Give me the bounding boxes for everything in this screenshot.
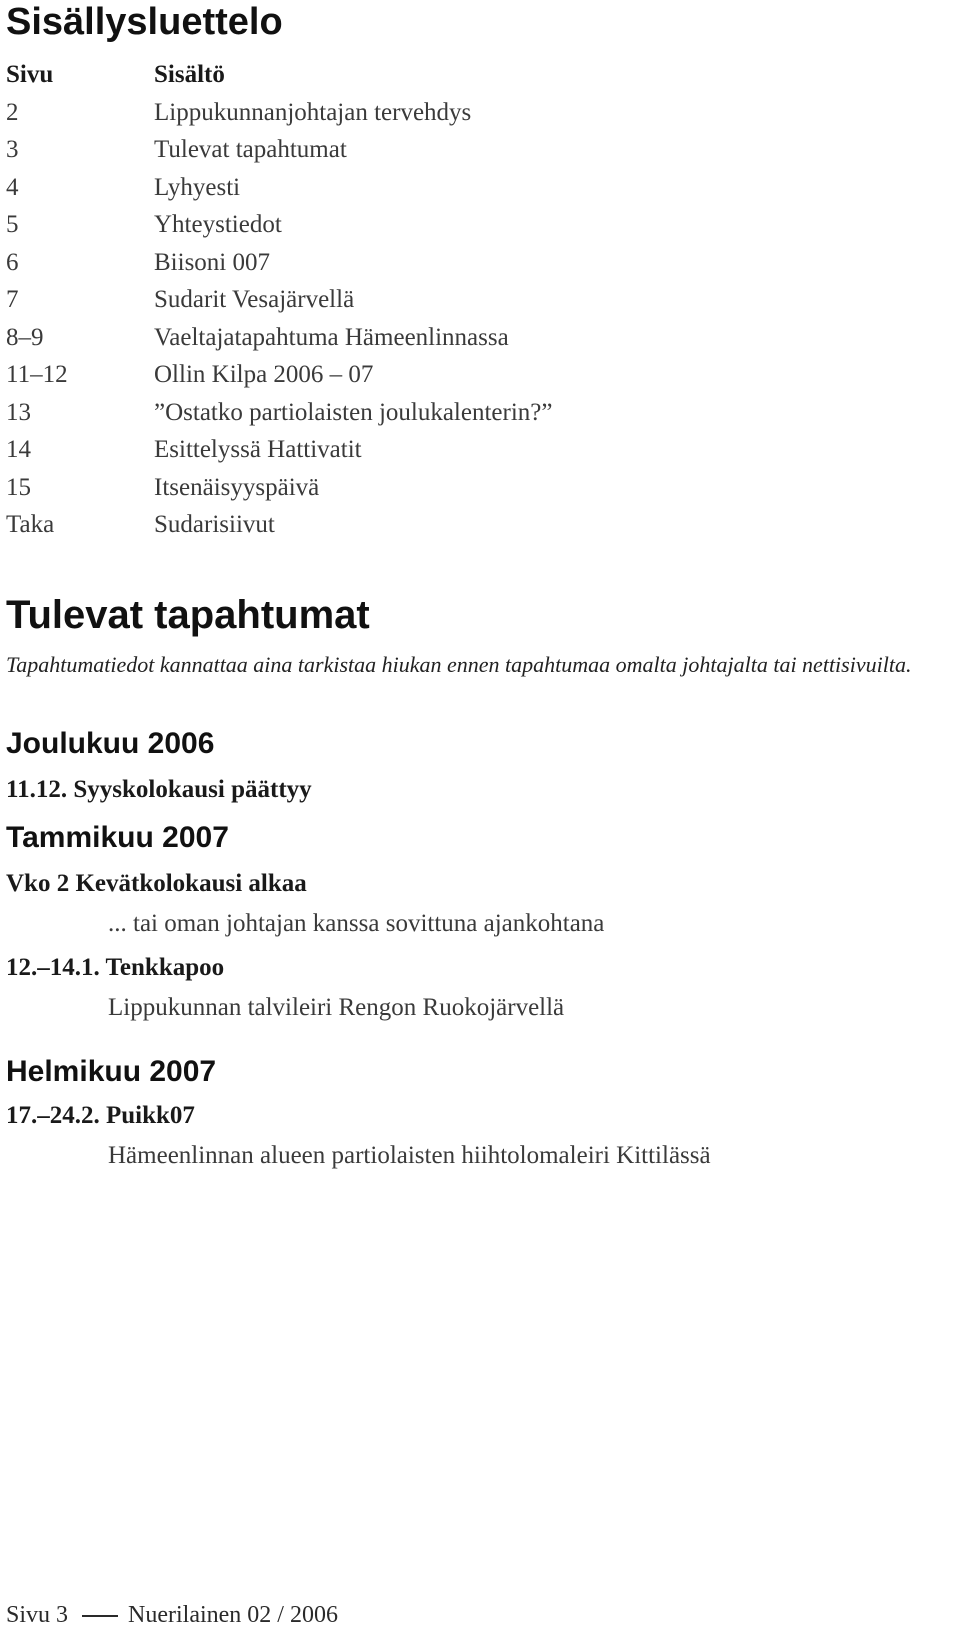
events-intro: Tapahtumatiedot kannattaa aina tarkistaa hiukan ennen tapahtumaa omalta johtajalta tai nettisivuilta. [6,652,912,677]
toc-row [6,431,906,469]
footer-publication: Nuerilainen 02 / 2006 [128,1602,338,1628]
toc-entry: Lyhyesti [154,173,241,201]
toc-row [6,206,906,244]
month-heading: Tammikuu 2007 [6,821,229,854]
page-footer [6,1600,338,1630]
toc-page-number: 15 [6,473,31,501]
toc-entry: ”Ostatko partiolaisten joulukalenterin?” [154,398,553,426]
toc-entry: Ollin Kilpa 2006 – 07 [154,361,374,388]
toc-page-number: 7 [6,286,19,313]
toc-entry: Biisoni 007 [154,248,270,276]
toc-header-content: Sisältö [154,61,225,88]
toc-page-number: 6 [6,248,19,276]
toc-entry: Vaeltajatapahtuma Hämeenlinnassa [154,323,509,351]
toc-page-number: 14 [6,436,31,463]
event-title: 11.12. Syyskolokausi päättyy [6,776,312,803]
toc-row [6,131,906,169]
toc-page-number: 2 [6,98,19,126]
month-heading: Joulukuu 2006 [6,727,215,760]
table-of-contents [6,56,906,544]
toc-entry: Yhteystiedot [154,211,282,238]
event-title: 17.–24.2. Puikk07 [6,1102,195,1129]
toc-entry: Esittelyssä Hattivatit [154,436,362,463]
toc-entry: Lippukunnanjohtajan tervehdys [154,98,472,126]
toc-row [6,469,906,507]
toc-row [6,319,906,357]
toc-page-number: 13 [6,398,31,426]
toc-entry: Sudarit Vesajärvellä [154,286,355,313]
events-section-title: Tulevat tapahtumat [6,593,370,637]
toc-page-number: Taka [6,511,55,538]
footer-divider [82,1615,118,1617]
toc-row [6,94,906,132]
event-description: Lippukunnan talvileiri Rengon Ruokojärvellä [108,994,565,1021]
toc-entry: Sudarisiivut [154,511,275,538]
event-title: Vko 2 Kevätkolokausi alkaa [6,870,307,897]
event-description: ... tai oman johtajan kanssa sovittuna ajankohtana [108,910,605,937]
month-heading: Helmikuu 2007 [6,1055,217,1088]
toc-row [6,169,906,207]
footer-page-number: Sivu 3 [6,1602,69,1628]
toc-page-number: 4 [6,173,19,201]
toc-page-number: 5 [6,211,19,238]
toc-header-page: Sivu [6,61,54,88]
toc-row [6,244,906,282]
toc-row [6,281,906,319]
toc-row [6,506,906,544]
toc-title: Sisällysluettelo [6,1,283,43]
toc-page-number: 8–9 [6,323,44,351]
event-title: 12.–14.1. Tenkkapoo [6,954,225,981]
toc-row [6,394,906,432]
toc-entry: Tulevat tapahtumat [154,136,347,163]
toc-header-row [6,56,906,94]
toc-row [6,356,906,394]
toc-entry: Itsenäisyyspäivä [154,473,320,501]
event-description: Hämeenlinnan alueen partiolaisten hiihtolomaleiri Kittilässä [108,1142,711,1169]
toc-page-number: 3 [6,136,19,163]
toc-page-number: 11–12 [6,361,68,388]
